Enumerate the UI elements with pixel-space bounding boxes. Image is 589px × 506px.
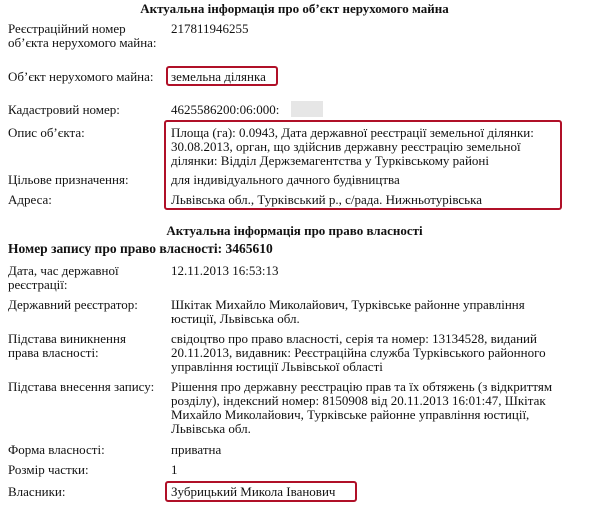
value-share-size: 1 — [171, 462, 178, 477]
value-object-description: Площа (га): 0.0943, Дата державної реєстрації земельної ділянки: 30.08.2013, орган, що здійснив державну реєстрацію земельної ділянки: Відділ Держземагентства у Турківському районі — [171, 125, 534, 168]
label-registration-datetime: Дата, час державної реєстрації: — [8, 263, 119, 292]
value-purpose: для індивідуального дачного будівництва — [171, 172, 400, 187]
label-purpose: Цільове призначення: — [8, 172, 129, 187]
value-record-basis: Рішення про державну реєстрацію прав та їх обтяжень (з відкриттям розділу), індексний номер: 8150908 від 20.11.2013 16:01:47, Шкітак Михайло Миколайович, Турківське районне управління юстиції, Львівська обл. — [171, 379, 553, 436]
value-address: Львівська обл., Турківський р., с/рада. Нижньотурівська — [171, 192, 482, 207]
value-registration-datetime: 12.11.2013 16:53:13 — [171, 263, 279, 278]
ownership-record-number: Номер запису про право власності: 3465610 — [8, 241, 273, 256]
value-ownership-form: приватна — [171, 442, 222, 457]
label-cadastral-number: Кадастровий номер: — [8, 102, 120, 117]
label-object-description: Опис об’єкта: — [8, 125, 85, 140]
label-record-basis: Підстава внесення запису: — [8, 379, 155, 394]
value-registration-number: 217811946255 — [171, 21, 249, 36]
label-registration-number: Реєстраційний номер об’єкта нерухомого майна: — [8, 21, 157, 50]
label-address: Адреса: — [8, 192, 52, 207]
redaction-block — [291, 101, 323, 117]
section-title-ownership: Актуальна інформація про право власності — [166, 223, 423, 238]
label-ownership-form: Форма власності: — [8, 442, 105, 457]
label-ownership-basis: Підстава виникнення права власності: — [8, 331, 126, 360]
label-property-object: Об’єкт нерухомого майна: — [8, 69, 154, 84]
highlight-box-description-address — [164, 120, 562, 210]
section-title-property-object: Актуальна інформація про об’єкт нерухомого майна — [140, 1, 449, 16]
value-cadastral-number: 4625586200:06:000: — [171, 102, 280, 117]
highlight-box-property-object — [166, 66, 278, 86]
label-state-registrar: Державний реєстратор: — [8, 297, 138, 312]
value-owners: Зубрицький Микола Іванович — [171, 484, 336, 499]
label-owners: Власники: — [8, 484, 66, 499]
value-property-object: земельна ділянка — [171, 69, 266, 84]
label-share-size: Розмір частки: — [8, 462, 89, 477]
highlight-box-owners — [165, 481, 357, 502]
value-state-registrar: Шкітак Михайло Миколайович, Турківське районне управління юстиції, Львівська обл. — [171, 297, 525, 326]
value-ownership-basis: свідоцтво про право власності, серія та номер: 13134528, виданий 20.11.2013, видавник: Реєстраційна служба Турківського районного управління юстиції Львівської області — [171, 331, 546, 374]
